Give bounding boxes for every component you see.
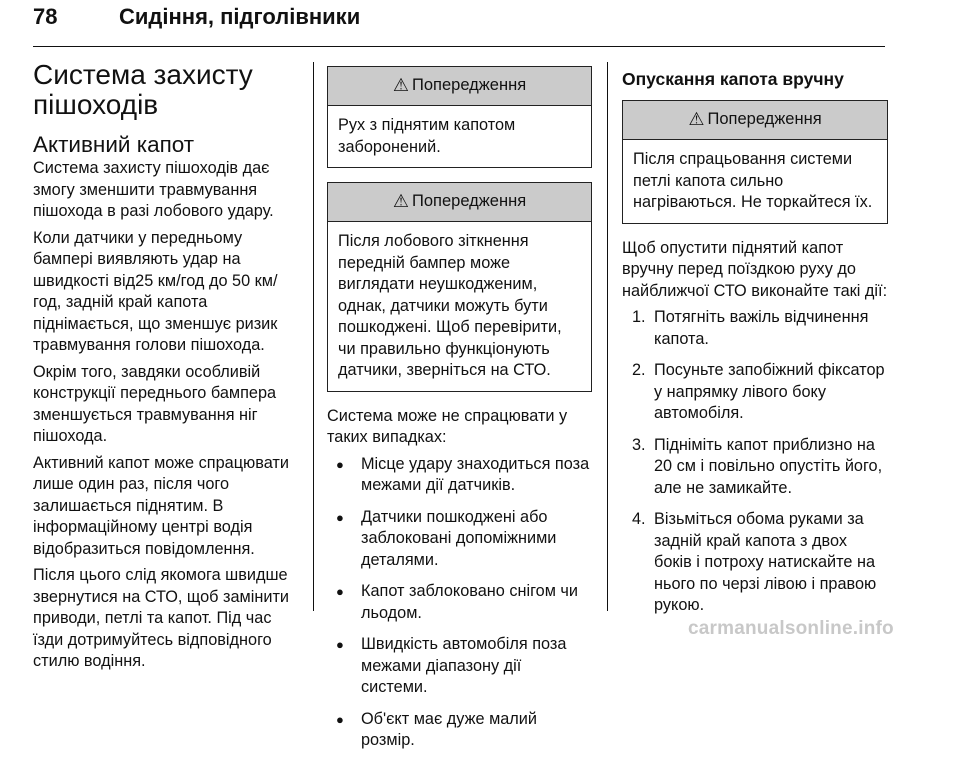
step-number: 2. <box>632 361 646 379</box>
paragraph: Система може не спрацювати у таких випадках: <box>327 406 568 446</box>
list-item: ● Об'єкт має дуже малий розмір. <box>327 709 592 752</box>
paragraph: Активний капот може спрацювати лише один раз, після чого залишається піднятим. В інформаційному центрі водія відобразиться повідомлення. <box>33 453 289 558</box>
warning-box <box>327 66 592 168</box>
subsection-heading: Активний капот <box>33 132 195 157</box>
column-1 <box>33 60 303 678</box>
step-number: 4. <box>632 510 646 528</box>
warning-header <box>328 183 591 222</box>
step-text: Підніміть капот приблизно на 20 см і повільно опустіть його, але не замикайте. <box>654 435 883 497</box>
list-item: ● Датчики пошкоджені або заблоковані допоміжними деталями. <box>327 507 592 572</box>
paragraph: Коли датчики у передньому бампері виявляють удар на швидкості від25 км/год до 50 км/год, задній край капота піднімається, що зменшує ризик травмування голови пішохода. <box>33 228 278 354</box>
warning-box <box>327 182 592 392</box>
column-2 <box>327 60 592 762</box>
list-item <box>622 509 888 617</box>
step-text: Потягніть важіль відчинення капота. <box>654 308 869 348</box>
paragraph: Окрім того, завдяки особливій конструкції переднього бампера зменшується травмування ніг пішохода. <box>33 362 277 445</box>
list-item: ● Швидкість автомобіля поза межами діапазону дії системи. <box>327 634 592 699</box>
warning-text: Після спрацьовання системи петлі капота сильно нагріваються. Не торкайтеся їх. <box>633 150 873 211</box>
warning-text: Після лобового зіткнення передній бампер може виглядати неушкодженим, однак, датчики можуть бути пошкоджені. Щоб перевірити, чи правильно функціонують датчики, зверніться на СТО. <box>338 232 562 379</box>
step-number: 3. <box>632 435 646 454</box>
subsection-heading: Опускання капота вручну <box>622 69 844 89</box>
warning-text: Рух з піднятим капотом заборонений. <box>338 116 516 156</box>
header-divider <box>33 46 885 47</box>
warning-header <box>623 101 887 140</box>
numbered-list <box>622 307 888 617</box>
list-item: ● Капот заблоковано снігом чи льодом. <box>327 581 592 624</box>
list-item <box>622 307 888 350</box>
paragraph: Після цього слід якомога швидше звернутися на СТО, щоб замінити приводи, петлі та капот. Під час їзди дотримуйтесь відповідного стилю водіння. <box>33 566 289 670</box>
list-item <box>622 360 888 425</box>
column-divider-1 <box>313 62 314 611</box>
warning-title: Попередження <box>707 110 822 129</box>
warning-title: Попередження <box>412 76 527 95</box>
step-text: Візьміться обома руками за задній край капота з двох боків і потроху натискайте на нього по черзі лівою і правою рукою. <box>654 510 877 614</box>
column-divider-2 <box>607 62 608 611</box>
bullet-list <box>327 454 592 752</box>
warning-triangle-icon: ⚠ <box>392 191 409 212</box>
list-item: ● Місце удару знаходиться поза межами дії датчиків. <box>327 454 592 497</box>
watermark: carmanualsonline.info <box>688 618 894 639</box>
warning-triangle-icon: ⚠ <box>392 75 409 96</box>
page-number: 78 <box>33 4 58 29</box>
column-3 <box>622 60 888 627</box>
warning-box <box>622 100 888 224</box>
section-title: Сидіння, підголівники <box>119 4 361 29</box>
paragraph: Система захисту пішоходів дає змогу зменшити травмування пішохода в разі лобового удару. <box>33 159 274 220</box>
section-heading: Система захисту пішоходів <box>33 59 253 120</box>
list-item <box>622 435 888 500</box>
paragraph: Щоб опустити піднятий капот вручну перед поїздкою руху до найближчої СТО виконайте такі дії: <box>622 238 888 300</box>
warning-header <box>328 67 591 106</box>
step-text: Посуньте запобіжний фіксатор у напрямку лівого боку автомобіля. <box>654 361 885 422</box>
warning-triangle-icon: ⚠ <box>688 109 705 130</box>
warning-title: Попередження <box>412 192 527 211</box>
step-number: 1. <box>632 308 646 326</box>
